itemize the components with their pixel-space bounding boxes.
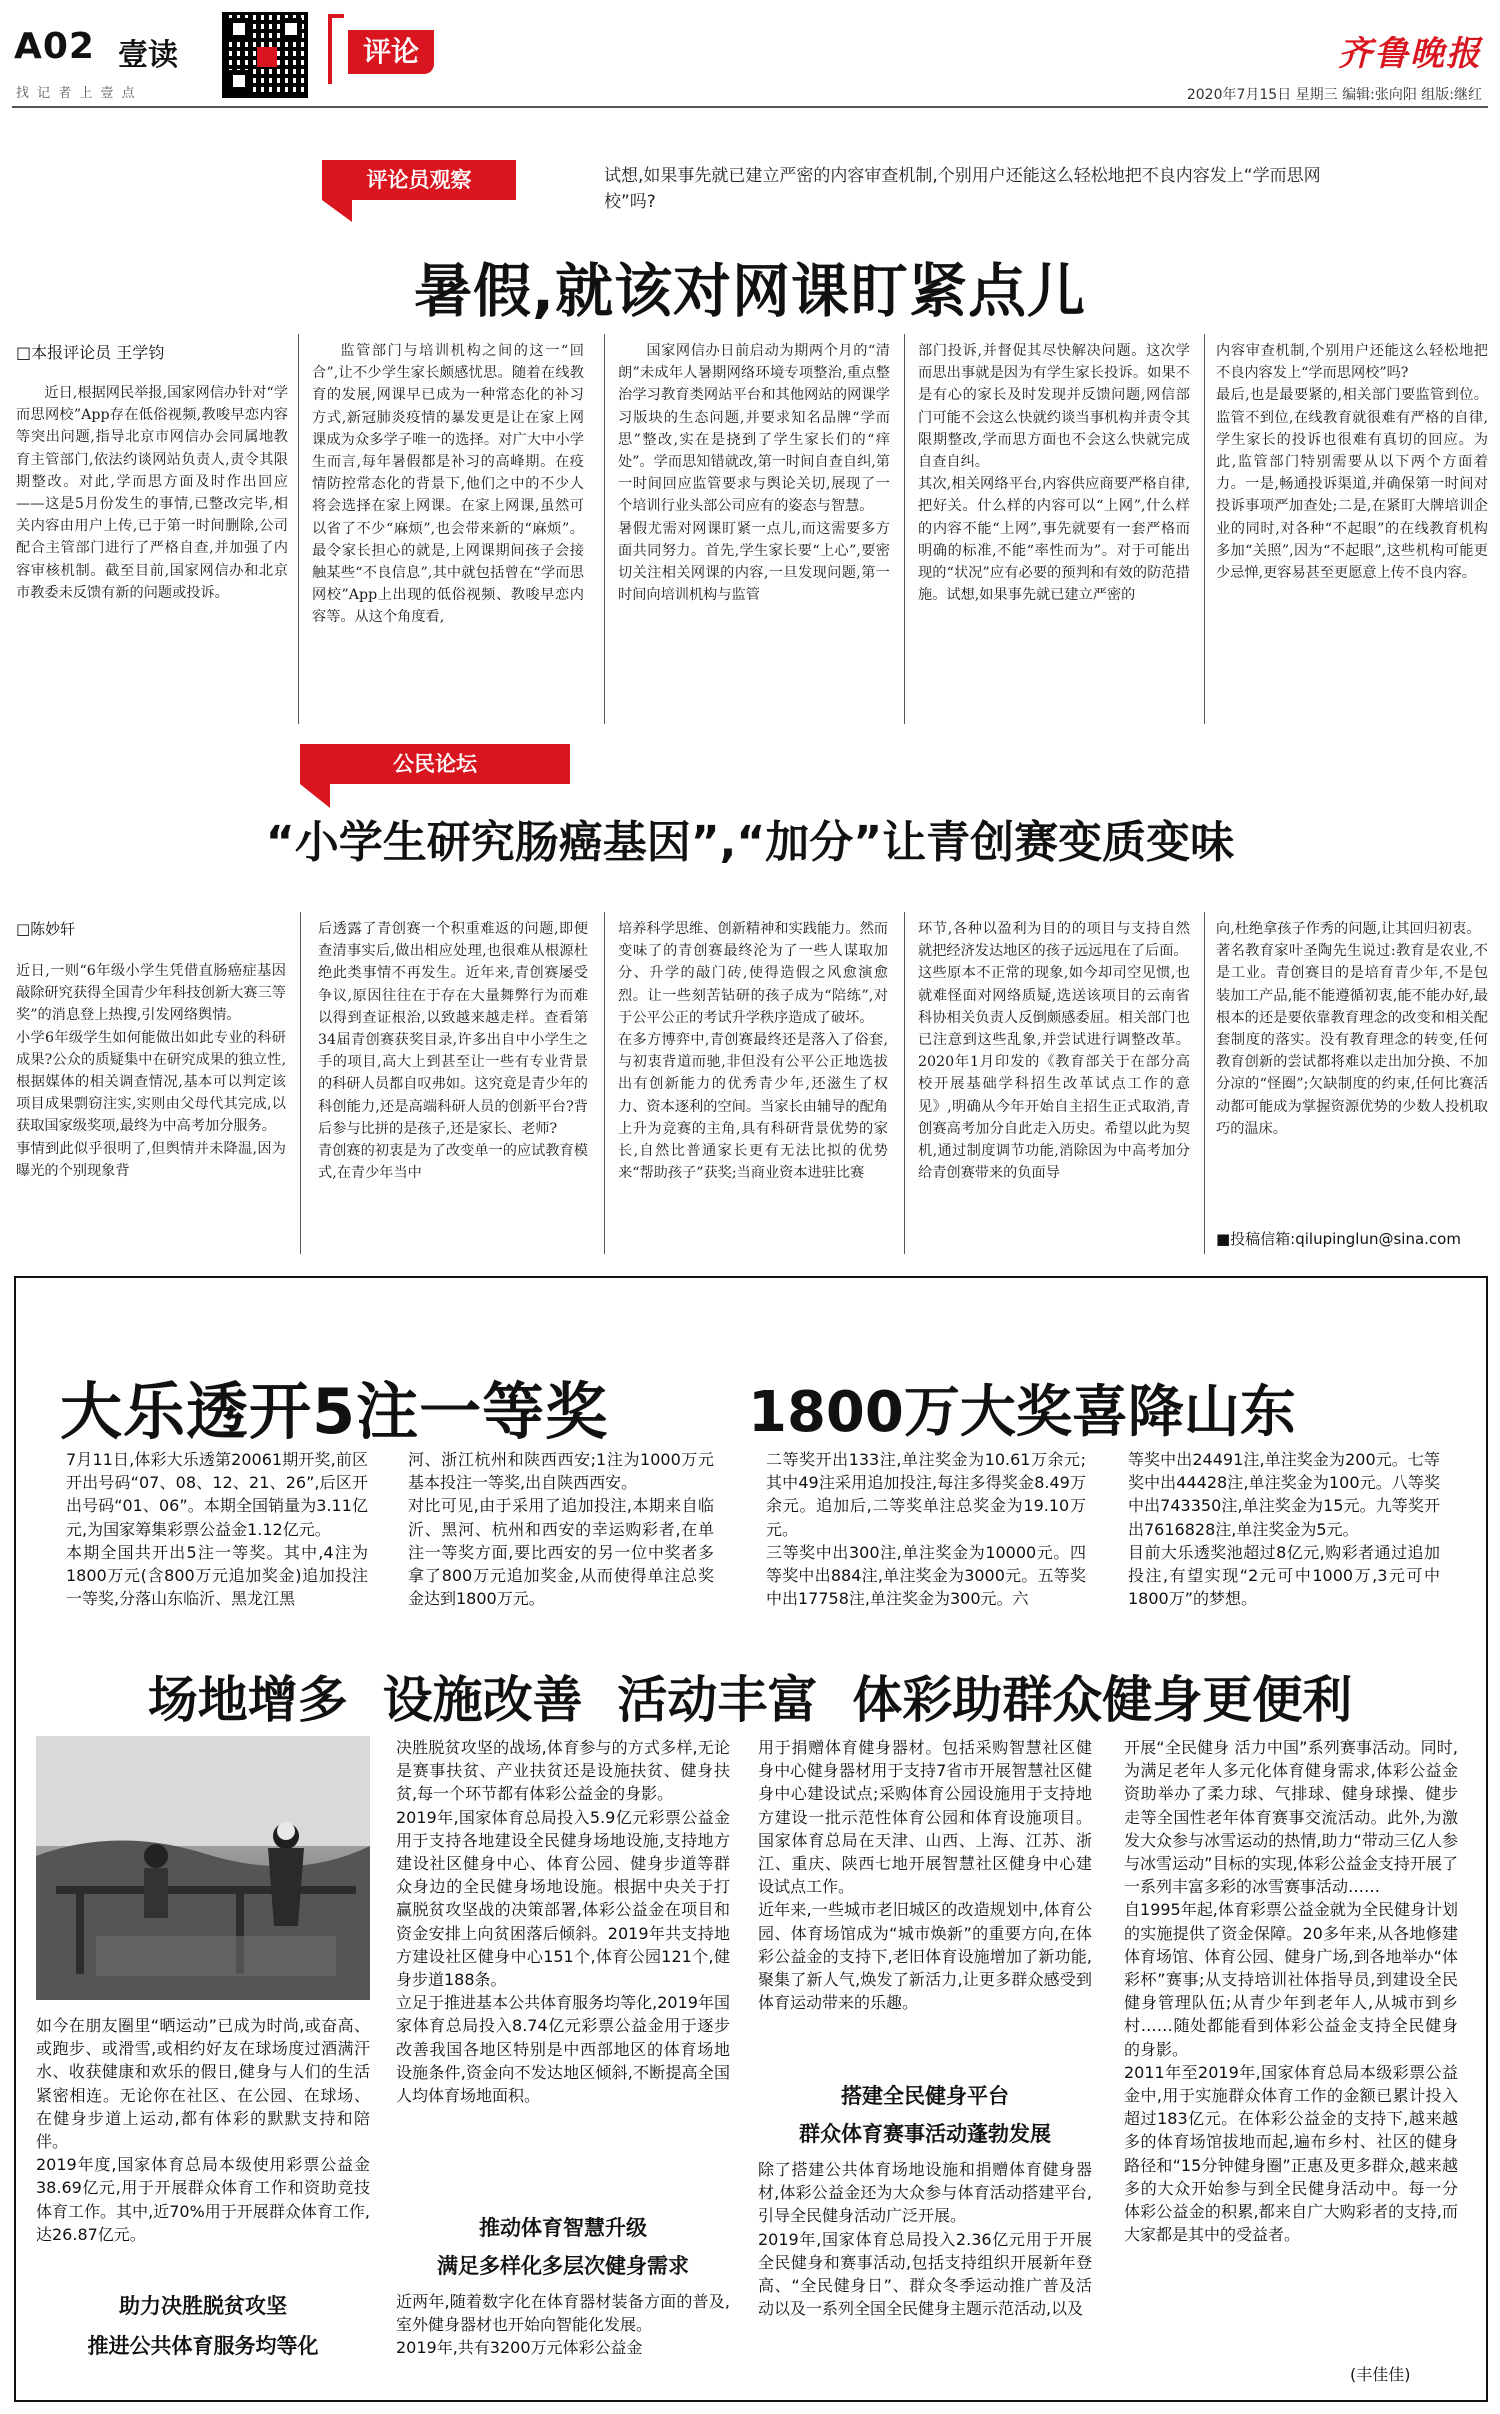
article2-headline: “小学生研究肠癌基因”,“加分”让青创赛变质变味 (265, 817, 1235, 868)
col-divider (1204, 334, 1205, 724)
ad2-signature: (丰佳佳) (1350, 2365, 1411, 2384)
article1-col-5: 内容审查机制,个别用户还能这么轻松地把不良内容发上“学而思网校”吗? 最后,也是最要紧的,相关部门要监管到位。监管不到位,在线教育就很难有严格的自律,学生家长的投诉也很难有真切的回应。为此,监管部门特别需要从以下两个方面着力。一是,畅通投诉渠道,并确保第一时间对投诉事项严加查处;二是,在紧盯大牌培训企业的同时,对各种“不起眼”的在线教育机构多加“关照”,因为“不起眼”,这些机构可能更少忌惮,更容易甚至更愿意上传不良内容。 (1216, 343, 1488, 582)
article1-deck: 试想,如果事先就已建立严密的内容审查机制,个别用户还能这么轻松地把不良内容发上“学而思网校”吗? (604, 166, 1321, 212)
article2-col-5: 向,杜绝拿孩子作秀的问题,让其回归初衷。 著名教育家叶圣陶先生说过:教育是农业,不是工业。青创赛目的是培育青少年,不是包装加工产品,能不能遵循初衷,能不能办好,最根本的还是要依靠教育理念的改变和相关配套制度的落实。没有教育理念的转变,任何教育创新的尝试都将难以走出加分换、不加分凉的“怪圈”;欠缺制度的约束,任何比赛活动都可能成为掌握资源优势的少数人投机取巧的温床。 (1216, 921, 1488, 1137)
col-divider (300, 912, 301, 1254)
col-divider (904, 334, 905, 724)
header-rule (12, 106, 1488, 108)
article1-col-3: 国家网信办日前启动为期两个月的“清朗”未成年人暑期网络环境专项整治,重点整治学习教育类网站平台和其他网站的网课学习版块的生态问题,并要求知名品牌“学而思”整改,实在是挠到了学生家长们的“痒处”。学而思知错就改,第一时间自查自纠,第一时间回应监管要求与舆论关切,展现了一个培训行业头部公司应有的姿态与智慧。 暑假尤需对网课盯紧一点儿,而这需要多方面共同努力。首先,学生家长要“上心”,要密切关注相关网课的内容,一旦发现问题,第一时间向培训机构与监管 (618, 343, 890, 604)
ad2-col-3b: 除了搭建公共体育场地设施和捐赠体育健身器材,体彩公益金还为大众参与体育活动搭建平台,引导全民健身活动广泛开展。 2019年,国家体育总局投入2.36亿元用于开展全民健身和赛事活动,包括支持组织开展新年登高、“全民健身日”、群众冬季运动推广普及活动以及一系列全国全民健身主题示范活动,以及 (758, 2160, 1092, 2319)
article1-tag: 评论员观察 (322, 160, 516, 200)
article2-col-4: 环节,各种以盈利为目的的项目与支持自然就把经济发达地区的孩子远远甩在了后面。 这些原本不正常的现象,如今却司空见惯,也就难怪面对网络质疑,选送该项目的云南省科协相关负责人反倒颇感委屈。相关部门也已注意到这些乱象,并尝试进行调整改革。2020年1月印发的《教育部关于在部分高校开展基础学科招生改革试点工作的意见》,明确从今年开始自主招生正式取消,青创赛高考加分自此走入历史。希望以此为契机,通过制度调节功能,消除因为中高考加分给青创赛带来的负面导 (918, 921, 1190, 1182)
article1-col-4: 部门投诉,并督促其尽快解决问题。这次学而思出事就是因为有学生家长投诉。如果不是有心的家长及时发现并反馈问题,网信部门可能不会这么快就约谈当事机构并责令其限期整改,学而思方面也不会这么快就完成自查自纠。 其次,相关网络平台,内容供应商要严格自律,把好关。什么样的内容可以“上网”,什么样的内容不能“上网”,事先就要有一套严格而明确的标准,不能“率性而为”。对于可能出现的“状况”应有必要的预判和有效的防范措施。试想,如果事先就已建立严密的 (918, 343, 1190, 604)
ad1-headline-a: 大乐透开5注一等奖 (60, 1375, 609, 1448)
article2-tag-pointer (300, 784, 330, 808)
ad2-col-3: 用于捐赠体育健身器材。包括采购智慧社区健身中心健身器材用于支持7省市开展智慧社区健身中心建设试点;采购体育公园设施用于支持地方建设一批示范性体育公园和体育设施项目。国家体育总局在天津、山西、上海、江苏、浙江、重庆、陕西七地开展智慧社区健身中心建设试点工作。 近年来,一些城市老旧城区的改造规划中,体育公园、体育场馆成为“城市焕新”的重要方向,在体彩公益金的支持下,老旧体育设施增加了新功能,聚集了新人气,焕发了新活力,让更多群众感受到体育运动带来的乐趣。 (758, 1738, 1092, 2013)
col-divider (1204, 912, 1205, 1254)
ad2-col-2: 决胜脱贫攻坚的战场,体育参与的方式多样,无论是赛事扶贫、产业扶贫还是设施扶贫、健身扶贫,每一个环节都有体彩公益金的身影。 2019年,国家体育总局投入5.9亿元彩票公益金用于支持各地建设全民健身场地设施,支持地方建设社区健身中心、体育公园、健身步道等群众身边的全民健身场地设施。根据中央关于打赢脱贫攻坚战的决策部署,体彩公益金在项目和资金安排上向贫困落后倾斜。2019年共支持地方建设社区健身中心151个,体育公园121个,健身步道188条。 立足于推进基本公共体育服务均等化,2019年国家体育总局投入8.74亿元彩票公益金用于逐步改善我国各地区特别是中西部地区的体育场地设施条件,资金向不发达地区倾斜,不断提高全国人均体育场地面积。 (396, 1738, 730, 2106)
ad1-col-4: 等奖中出24491注,单注奖金为200元。七等奖中出44428注,单注奖金为100元。八等奖中出743350注,单注奖金为15元。九等奖开出7616828注,单注奖金为5元。 目前大乐透奖池超过8亿元,购彩者通过追加投注,有望实现“2元可中1000万,3元可中1800万”的梦想。 (1128, 1450, 1440, 1609)
article1-col-2: 监管部门与培训机构之间的这一“回合”,让不少学生家长颇感忧思。随着在线教育的发展,网课早已成为一种常态化的补习方式,新冠肺炎疫情的暴发更是让在家上网课成为众多学子唯一的选择。对广大中小学生而言,每年暑假都是补习的高峰期。在疫情防控常态化的背景下,他们之中的不少人将会选择在家上网课。在家上网课,虽然可以省了不少“麻烦”,也会带来新的“麻烦”。最令家长担心的就是,上网课期间孩子会接触某些“不良信息”,其中就包括曾在“学而思网校”App上出现的低俗视频、教唆早恋内容等。从这个角度看, (312, 343, 584, 626)
ad2-col3-subhead-1: 搭建全民健身平台 (841, 2084, 1009, 2108)
masthead-logo: 齐鲁晚报 (1338, 34, 1482, 74)
article2-col-1: 近日,一则“6年级小学生凭借直肠癌症基因敲除研究获得全国青少年科技创新大赛三等奖”的消息登上热搜,引发网络舆情。 小学6年级学生如何能做出如此专业的科研成果?公众的质疑集中在研究成果的独立性,根据媒体的相关调查情况,基本可以判定该项目成果剽窃注实,实则由父母代其完成,以获取国家级奖项,最终为中高考加分服务。 事情到此似乎很明了,但舆情并未降温,因为曝光的个别现象背 (16, 963, 286, 1179)
ad2-headline: 场地增多 设施改善 活动丰富 体彩助群众健身更便利 (147, 1671, 1353, 1729)
col-divider (298, 334, 299, 724)
photo-illustration (36, 1736, 370, 2000)
article1-tag-pointer (322, 200, 352, 222)
article2-col-2: 后透露了青创赛一个积重难返的问题,即便查清事实后,做出相应处理,也很难从根源杜绝此类事情不再发生。近年来,青创赛屡受争议,原因往往在于存在大量舞弊行为而难以得到查证根治,以致越来越走样。查看第34届青创赛获奖目录,许多出自中小学生之手的项目,高大上到甚至让一些有专业背景的科研人员都自叹弗如。这究竟是青少年的科创能力,还是高端科研人员的创新平台?背后参与比拼的是孩子,还是家长、老师? 青创赛的初衷是为了改变单一的应试教育模式,在青少年当中 (318, 921, 588, 1182)
ad2-col3-subhead-2: 群众体育赛事活动蓬勃发展 (799, 2122, 1051, 2146)
ad2-col2-subhead-2: 满足多样化多层次健身需求 (437, 2254, 689, 2278)
page-number: A02 (14, 26, 95, 67)
page-label: 壹读 (118, 38, 178, 73)
col-divider (604, 334, 605, 724)
article1-byline: □本报评论员 王学钧 (16, 343, 165, 362)
ad1-col-1: 7月11日,体彩大乐透第20061期开奖,前区开出号码“07、08、12、21、26”,后区开出号码“01、06”。本期全国销量为3.11亿元,为国家筹集彩票公益金1.12亿元。 本期全国共开出5注一等奖。其中,4注为1800万元(含800万元追加奖金)追加投注一等奖,分落山东临沂、黑龙江黑 (66, 1450, 368, 1609)
ad2-col-2b: 近两年,随着数字化在体育器材装备方面的普及,室外健身器材也开始向智能化发展。 2019年,共有3200万元体彩公益金 (396, 2292, 730, 2358)
col-divider (604, 912, 605, 1254)
ad2-col1-subhead-2: 推进公共体育服务均等化 (87, 2334, 319, 2358)
ad2-col1-subhead-1: 助力决胜脱贫攻坚 (119, 2294, 287, 2318)
ad2-col2-subhead-1: 推动体育智慧升级 (479, 2216, 647, 2240)
col-divider (904, 912, 905, 1254)
ad1-col-2: 河、浙江杭州和陕西西安;1注为1000万元基本投注一等奖,出自陕西西安。 对比可见,由于采用了追加投注,本期来自临沂、黑河、杭州和西安的幸运购彩者,在单注一等奖方面,要比西安的另一位中奖者多拿了800万元追加奖金,从而使得单注总奖金达到1800万元。 (408, 1450, 714, 1609)
article2-tag: 公民论坛 (300, 744, 570, 784)
section-bracket (328, 14, 344, 84)
ad1-col-3: 二等奖开出133注,单注奖金为10.61万余元;其中49注采用追加投注,每注多得奖金8.49万余元。追加后,二等奖单注总奖金为19.10万元。 三等奖中出300注,单注奖金为10000元。四等奖中出884注,单注奖金为3000元。五等奖中出17758注,单注奖金为300元。六 (766, 1450, 1086, 1609)
sports-photo (36, 1736, 370, 2000)
ad2-col-4: 开展“全民健身 活力中国”系列赛事活动。同时,为满足老年人多元化体育健身需求,体彩公益金资助举办了柔力球、气排球、健身球操、健步走等全国性老年体育赛事交流活动。此外,为激发大众参与冰雪运动的热情,助力“带动三亿人参与冰雪运动”目标的实现,体彩公益金支持开展了一系列丰富多彩的冰雪赛事活动…… 自1995年起,体育彩票公益金就为全民健身计划的实施提供了资金保障。20多年来,从各地修建体育场馆、体育公园、健身广场,到各地举办“体彩杯”赛事;从支持培训社体指导员,到建设全民健身管理队伍;从青少年到老年人,从城市到乡村……随处都能看到体彩公益金支持全民健身的身影。 2011年至2019年,国家体育总局本级彩票公益金中,用于实施群众体育工作的金额已累计投入超过183亿元。在体彩公益金的支持下,越来越多的体育场馆拔地而起,遍布乡村、社区的健身路径和“15分钟健身圈”正惠及更多群众,越来越多的大众开始参与到全民健身活动中。每一分体彩公益金的积累,都来自广大购彩者的支持,而大家都是其中的受益者。 (1124, 1738, 1458, 2245)
ad1-headline-b: 1800万大奖喜降山东 (748, 1380, 1296, 1445)
dateline: 2020年7月15日 星期三 编辑:张向阳 组版:继红 (1186, 87, 1482, 103)
reporter-note: 找 记 者 上 壹 点 (16, 86, 137, 101)
qr-code-icon[interactable] (222, 12, 308, 98)
ad2-col-1: 如今在朋友圈里“晒运动”已成为时尚,或奋高、或跑步、或滑雪,或相约好友在球场度过酒满汗水、收获健康和欢乐的假日,健身与人们的生活紧密相连。无论你在社区、在公园、在球场、在健身步道上运动,都有体彩的默默支持和陪伴。 2019年度,国家体育总局本级使用彩票公益金38.69亿元,用于开展群众体育工作和资助竞技体育工作。其中,近70%用于开展群众体育工作,达26.87亿元。 (36, 2016, 370, 2244)
article1-col-1: 近日,根据网民举报,国家网信办针对“学而思网校”App存在低俗视频,教唆早恋内容等突出问题,指导北京市网信办会同属地教育主管部门,依法约谈网站负责人,责令其限期整改。对此,学而思方面及时作出回应——这是5月份发生的事情,已整改完毕,相关内容由用户上传,已于第一时间删除,公司配合主管部门进行了严格自查,并加强了内容审核机制。截至目前,国家网信办和北京市教委未反馈有新的问题或投诉。 (16, 385, 288, 601)
section-tab: 评论 (348, 30, 434, 74)
contact-email[interactable]: ■投稿信箱:qilupinglun@sina.com (1216, 1230, 1461, 1248)
article2-byline: □陈妙轩 (16, 920, 76, 938)
article2-col-3: 培养科学思维、创新精神和实践能力。然而变味了的青创赛最终沦为了一些人谋取加分、升学的敲门砖,使得造假之风愈演愈烈。让一些刻苦钻研的孩子成为“陪练”,对于公平公正的考试升学秩序造成了破坏。 在多方博弈中,青创赛最终还是落入了俗套,与初衷背道而驰,非但没有公平公正地选拔出有创新能力的优秀青少年,还滋生了权力、资本逐利的空间。当家长由辅导的配角上升为竞赛的主角,具有科研背景优势的家长,自然比普通家长更有无法比拟的优势来“帮助孩子”获奖;当商业资本进驻比赛 (618, 921, 888, 1182)
article1-headline: 暑假,就该对网课盯紧点儿 (413, 257, 1087, 325)
